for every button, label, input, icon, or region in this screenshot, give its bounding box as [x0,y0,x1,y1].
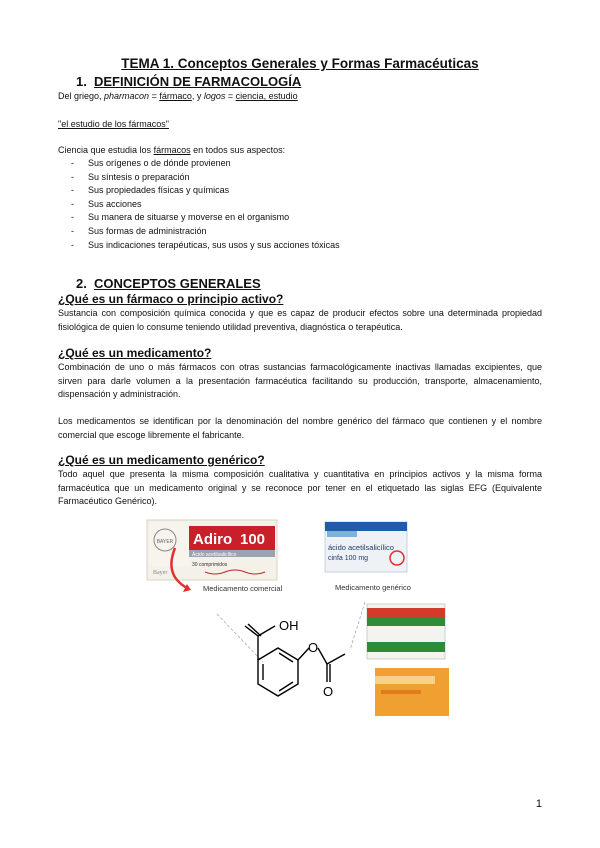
etym-farmaco: fármaco [159,91,192,101]
bayer-cross-text: BAYER [156,539,174,545]
list-item: - Su manera de situarse y moverse en el organismo [58,211,538,225]
adiro-count: 30 comprimidos [192,562,228,568]
etym-text: = [225,91,236,101]
section-2-number: 2. [76,276,87,291]
etym-text: , y [191,91,204,101]
question-generico: ¿Qué es un medicamento genérico? [58,453,265,467]
generic-maker: cinfa 100 mg [328,555,369,562]
list-item: - Su síntesis o preparación [58,171,538,185]
section-2-heading [76,276,261,291]
generic-name: ácido acetilsalicílico [328,543,394,552]
commercial-caption: Medicamento comercial [203,584,283,593]
list-item: - Sus formas de administración [58,225,538,239]
adiro-box [147,520,277,580]
list-item: - Sus indicaciones terapéuticas, sus usos y sus acciones tóxicas [58,239,538,253]
bayer-text: Bayer [153,570,168,576]
question-farmaco: ¿Qué es un fármaco o principio activo? [58,292,284,306]
section-2-title: CONCEPTOS GENERALES [94,276,261,291]
etymology-line [58,90,298,104]
molecule-o-carbonyl: O [323,684,334,699]
etym-ciencia: ciencia, estudio [235,91,298,101]
answer-medicamento-2: Los medicamentos se identifican por la denominación del nombre genérico del fármaco que contienen y el nombre comercial que escoge libremente el fabricante. [58,416,542,440]
intro-text: en todos sus aspectos: [190,145,286,155]
section-1-title: DEFINICIÓN DE FARMACOLOGÍA [94,74,302,89]
figure-aspirin [145,518,465,723]
page-title: TEMA 1. Conceptos Generales y Formas Farmacéuticas [121,56,479,71]
etym-pharmacon: pharmacon [104,91,150,101]
adiro-name: Adiro [193,531,233,548]
generic-box-green [367,604,445,659]
section-1-number: 1. [76,74,87,89]
generic-caption: Medicamento genérico [335,583,411,592]
molecule-o-ester: O [308,640,319,655]
list-item: - Sus acciones [58,198,538,212]
answer-generico: Todo aquel que presenta la misma composición cualitativa y cuantitativa en principios activos y la misma forma farmacéutica que un medicamento original y se reconoce por tener en el etiquetado las siglas EFG (Equivalente Farmacéutico Genérico). [58,469,542,507]
generic-box-orange [375,668,449,716]
definition-quote: "el estudio de los fármacos" [58,119,169,129]
adiro-dose: 100 [240,531,266,548]
dashed-line-left [217,614,263,662]
answer-farmaco: Sustancia con composición química conocida y que es capaz de producir efectos sobre una determinada propiedad fisiológica de quien lo consume teniendo utilidad preventiva, diagnóstica o terapéutica. [58,308,542,332]
adiro-subtitle: Ácido acetilsalicílico [192,552,237,558]
section-1-heading [76,74,301,89]
intro-line [58,144,285,158]
etym-text: Del griego, [58,91,105,101]
etym-text: = [149,91,160,101]
list-item: - Sus propiedades físicas y químicas [58,184,538,198]
intro-text: Ciencia que estudia los [58,145,154,155]
molecule-oh: OH [279,618,299,633]
aspects-list [58,157,538,252]
intro-farmacos: fármacos [153,145,191,155]
question-medicamento: ¿Qué es un medicamento? [58,346,212,360]
dashed-line-right [350,602,365,650]
generic-box-cinfa [325,522,407,572]
figure-illustration [145,518,465,723]
list-item: - Sus orígenes o de dónde provienen [58,157,538,171]
answer-medicamento: Combinación de uno o más fármacos con otras sustancias farmacológicamente inactivas llamadas excipientes, que sirven para darle volumen a la presentación farmacéutica facilitando su producción, transporte, almacenamiento, dispensación y administración. [58,362,542,400]
etym-logos: logos [203,91,226,101]
page-number: 1 [535,798,542,810]
